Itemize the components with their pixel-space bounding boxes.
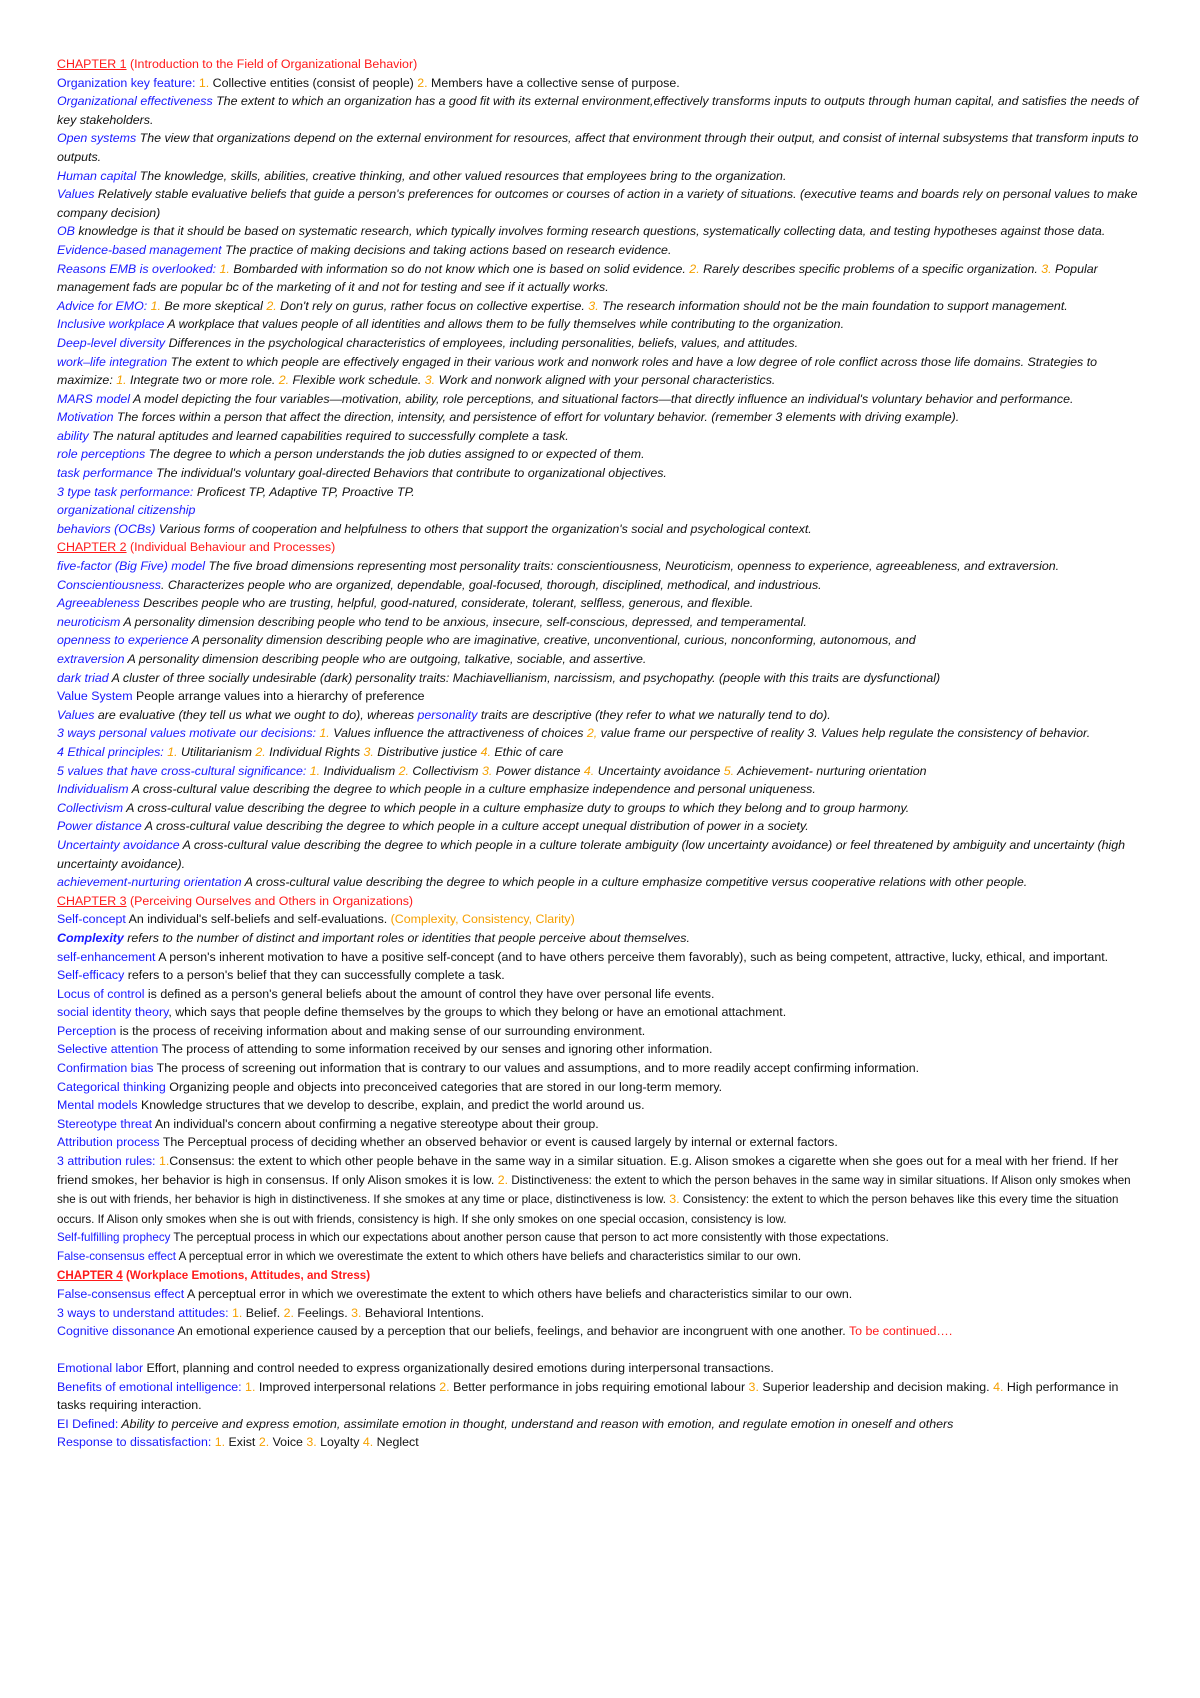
definition: A cross-cultural value describing the degree to which people in a culture emphasize duty to groups to which they belong and to group harmony.	[123, 800, 910, 815]
note-achievement-nurturing	[57, 873, 1145, 892]
note-org-key-feature	[57, 74, 1145, 93]
text: Rarely describes specific problems of a specific organization.	[699, 261, 1042, 276]
definition: The practice of making decisions and taking actions based on research evidence.	[221, 242, 672, 257]
term: MARS model	[57, 391, 130, 406]
term: Organization key feature:	[57, 75, 196, 90]
term: Self-concept	[57, 912, 126, 927]
chapter-subtitle: (Workplace Emotions, Attitudes, and Stress)	[122, 1268, 371, 1282]
note-attribution-process	[57, 1133, 1145, 1152]
definition: A personality dimension describing people who tend to be anxious, insecure, self-conscious, depressed, and temperamental.	[120, 614, 807, 629]
definition: refers to a person's belief that they can successfully complete a task.	[124, 968, 505, 983]
definition: The perceptual process in which our expectations about another person cause that person to act more consistently with those expectations.	[170, 1231, 889, 1245]
text: Collective entities (consist of people)	[209, 75, 418, 90]
number: 1.	[116, 373, 127, 388]
note-false-consensus	[57, 1248, 1145, 1267]
definition: Relatively stable evaluative beliefs that guide a person's preferences for outcomes or courses of action in a variety of situations. (executive teams and boards rely on personal values to make company decision)	[57, 187, 1138, 220]
term: Benefits of emotional intelligence:	[57, 1379, 242, 1394]
note-annotation: (Complexity, Consistency, Clarity)	[390, 912, 575, 927]
spacer	[57, 1341, 1145, 1359]
number: 1.	[195, 75, 210, 90]
term: work–life integration	[57, 354, 168, 369]
number: 2.	[439, 1379, 450, 1394]
number: 1.	[315, 726, 330, 741]
text: Bombarded with information so do not know which one is based on solid evidence.	[229, 261, 690, 276]
definition: The five broad dimensions representing most personality traits: conscientiousness, Neuroticism, openness to experience, agreeableness, and extraversion.	[205, 559, 1060, 574]
note-values	[57, 185, 1145, 222]
definition: People arrange values into a hierarchy of preference	[132, 689, 425, 704]
number: 3.	[306, 1435, 317, 1450]
note-emotional-labor	[57, 1359, 1145, 1378]
definition: A cross-cultural value describing the degree to which people in a culture emphasize competitive versus cooperative relations with other people.	[241, 875, 1028, 890]
text: Members have a collective sense of purpose.	[427, 75, 680, 90]
term: Inclusive workplace	[57, 317, 165, 332]
term: Human capital	[57, 168, 137, 183]
note-mental-models	[57, 1096, 1145, 1115]
number: 2.	[283, 1305, 294, 1320]
definition: , which says that people define themselves by the groups to which they belong or have an emotional attachment.	[168, 1005, 787, 1020]
note-five-factor	[57, 557, 1145, 576]
text: Exist	[225, 1435, 259, 1450]
text: Ethic of care	[490, 744, 564, 759]
note-values-evaluative	[57, 706, 1145, 725]
text: traits are descriptive (they refer to what we naturally tend to do).	[477, 707, 831, 722]
text: Don't rely on gurus, rather focus on collective expertise.	[276, 298, 589, 313]
number: 3.	[351, 1305, 362, 1320]
number: 2.	[278, 373, 290, 388]
note-dark-triad	[57, 669, 1145, 688]
text: Uncertainty avoidance	[594, 763, 724, 778]
note-self-concept	[57, 910, 1145, 929]
to-be-continued: To be continued….	[848, 1324, 953, 1339]
definition: The individual's voluntary goal-directed Behaviors that contribute to organizational objectives.	[152, 466, 667, 481]
term: Organizational effectiveness	[57, 94, 213, 109]
chapter-title: CHAPTER 4	[57, 1268, 123, 1282]
definition: The knowledge, skills, abilities, creative thinking, and other valued resources that employees bring to the organization.	[136, 168, 787, 183]
note-work-life-integration	[57, 353, 1145, 390]
term: Cognitive dissonance	[57, 1324, 175, 1339]
chapter-subtitle: (Introduction to the Field of Organizational Behavior)	[126, 57, 418, 71]
text: Utilitarianism	[177, 744, 256, 759]
note-deep-level-diversity	[57, 334, 1145, 353]
definition: . Characterizes people who are organized, dependable, goal-focused, thorough, disciplined, methodical, and industrious.	[161, 577, 822, 592]
note-selective-attention	[57, 1040, 1145, 1059]
note-response-dissatisfaction	[57, 1433, 1145, 1452]
text: Consistency: the extent to which the person behaves like this every time the situation occurs. If Alison only smokes when she is out with friends, consistency is high. If she only smokes on one special occasion, consistency is low.	[57, 1193, 1119, 1226]
definition: A cluster of three socially undesirable (dark) personality traits: Machiavellianism, narcissism, and psychopathy. (people with this traits are dysfunctional)	[108, 670, 941, 685]
term: Perception	[57, 1023, 117, 1038]
note-task-types	[57, 483, 1145, 502]
number: 5.	[723, 763, 735, 778]
text: Values influence the attractiveness of choices	[329, 726, 587, 741]
definition: Ability to perceive and express emotion, assimilate emotion in thought, understand and reason with emotion, and regulate emotion in oneself and others	[118, 1416, 954, 1431]
note-open-systems	[57, 129, 1145, 166]
definition: A cross-cultural value describing the degree to which people in a culture accept unequal distribution of power in a society.	[141, 819, 809, 834]
term: 4 Ethical principles:	[57, 744, 164, 759]
text: Individual Rights	[265, 744, 364, 759]
definition: is the process of receiving information about and making sense of our surrounding environment.	[116, 1023, 646, 1038]
text: Power distance	[492, 763, 584, 778]
note-attitudes	[57, 1304, 1145, 1323]
text: Distributive justice	[373, 744, 481, 759]
chapter-subtitle: (Perceiving Ourselves and Others in Organizations)	[126, 893, 414, 908]
definition: The extent to which people are effectively engaged in their various work and nonwork roles and have a low degree of role conflict across those life domains. Strategies to maximize:	[57, 354, 1098, 388]
term: Response to dissatisfaction:	[57, 1435, 212, 1450]
text: Loyalty	[316, 1435, 363, 1450]
note-human-capital	[57, 167, 1145, 186]
definition: A model depicting the four variables—motivation, ability, role perceptions, and situational factors—that directly influence an individual's voluntary behavior and performance.	[130, 391, 1074, 406]
definition: The process of attending to some information received by our senses and ignoring other information.	[158, 1042, 713, 1057]
note-complexity	[57, 929, 1145, 948]
note-motivation	[57, 408, 1145, 427]
term: five-factor (Big Five) model	[57, 559, 206, 574]
term: openness to experience	[57, 633, 189, 648]
number: 3.	[588, 298, 599, 313]
note-ob	[57, 222, 1145, 241]
text: Behavioral Intentions.	[361, 1305, 485, 1320]
number: 3.	[481, 763, 493, 778]
note-agreeableness	[57, 594, 1145, 613]
note-value-system	[57, 687, 1145, 706]
number: 2.	[255, 744, 266, 759]
note-self-enhancement	[57, 948, 1145, 967]
definition: The degree to which a person understands the job duties assigned to or expected of them.	[145, 447, 645, 462]
note-ebm	[57, 241, 1145, 260]
term: role perceptions	[57, 447, 146, 462]
number: 4.	[993, 1379, 1004, 1394]
text: Belief.	[242, 1305, 284, 1320]
text: Better performance in jobs requiring emotional labour	[449, 1379, 749, 1394]
note-ocb-term	[57, 501, 1145, 520]
note-conscientiousness	[57, 576, 1145, 595]
text: Feelings.	[293, 1305, 352, 1320]
text: Voice	[269, 1435, 307, 1450]
note-ethical-principles	[57, 743, 1145, 762]
term: ability	[57, 428, 89, 443]
text: value frame our perspective of reality 3. Values help regulate the consistency of behavior.	[597, 726, 1091, 741]
study-notes-document	[57, 55, 1145, 1452]
text: Collectivism	[408, 763, 482, 778]
term: Complexity	[57, 930, 124, 945]
term: Mental models	[57, 1098, 138, 1113]
note-false-consensus-ch4	[57, 1285, 1145, 1304]
term: task performance	[57, 466, 153, 481]
note-individualism	[57, 780, 1145, 799]
number: 3.	[748, 1379, 759, 1394]
note-locus-of-control	[57, 985, 1145, 1004]
note-ei-defined	[57, 1415, 1145, 1434]
term: 3 type task performance:	[57, 484, 194, 499]
number: 1.	[163, 744, 178, 759]
note-categorical-thinking	[57, 1078, 1145, 1097]
term: Stereotype threat	[57, 1116, 153, 1131]
term: 3 ways personal values motivate our decisions:	[57, 726, 316, 741]
definition: An emotional experience caused by a perception that our beliefs, feelings, and behavior are incongruent with one another.	[174, 1324, 849, 1339]
term: organizational citizenship	[57, 503, 196, 518]
text: Consensus: the extent to which other people behave in the same way in a similar situation. E.g. Alison smokes a cigarette when she goes out for a meal with her friend. If her friend smokes, her behavior is high in consensus. If only Alison smokes it is low.	[57, 1154, 1119, 1187]
term: Self-fulfilling prophecy	[57, 1231, 171, 1245]
term: Self-efficacy	[57, 968, 125, 983]
text: Distinctiveness: the extent to which the person behaves in the same way in similar situations. If Alison only smokes when she is out with friends, her behavior is high in distinctiveness. If she smokes at any time or place, distinctiveness is low.	[57, 1173, 1131, 1207]
note-org-effectiveness	[57, 92, 1145, 129]
term: Confirmation bias	[57, 1061, 154, 1076]
number: 1.	[147, 298, 161, 313]
note-task-performance	[57, 464, 1145, 483]
number: 3.	[424, 373, 436, 388]
term: False-consensus effect	[57, 1287, 185, 1302]
chapter-subtitle: (Individual Behaviour and Processes)	[126, 540, 336, 555]
definition: Organizing people and objects into preconceived categories that are stored in our long-term memory.	[165, 1079, 723, 1094]
term: Motivation	[57, 410, 114, 425]
note-confirmation-bias	[57, 1059, 1145, 1078]
number: 1.	[241, 1379, 256, 1394]
text: High performance in tasks requiring interaction.	[57, 1379, 1119, 1413]
number: 2.	[417, 75, 428, 90]
term: extraversion	[57, 652, 125, 666]
number: 4.	[362, 1435, 374, 1450]
definition: The forces within a person that affect the direction, intensity, and persistence of effort for voluntary behavior. (remember 3 elements with driving example).	[113, 410, 960, 425]
note-attribution-rules	[57, 1152, 1145, 1229]
chapter-1-heading	[57, 55, 1145, 74]
term: 5 values that have cross-cultural significance:	[57, 763, 307, 778]
number: 3.	[669, 1192, 680, 1207]
note-ei-benefits	[57, 1378, 1145, 1415]
definition: The view that organizations depend on the external environment for resources, affect that environment through their output, and consist of internal subsystems that transform inputs to outputs.	[57, 131, 1139, 164]
term: Deep-level diversity	[57, 335, 166, 350]
term: dark triad	[57, 670, 109, 685]
number: 2.	[398, 763, 409, 778]
number: 1.	[228, 1305, 243, 1320]
chapter-title: CHAPTER 1	[57, 57, 127, 71]
note-cross-cultural-values	[57, 762, 1145, 781]
term: Individualism	[57, 782, 129, 797]
definition: The Perceptual process of deciding whether an observed behavior or event is caused largely by internal or external factors.	[159, 1135, 838, 1150]
definition: The extent to which an organization has a good fit with its external environment,effectively transforms inputs to outputs through human capital, and satisfies the needs of key stakeholders.	[57, 94, 1139, 127]
text: Superior leadership and decision making.	[758, 1379, 994, 1394]
number: 1.	[306, 763, 321, 778]
definition: The natural aptitudes and learned capabilities required to successfully complete a task.	[88, 428, 569, 443]
term: Agreeableness	[57, 596, 140, 611]
note-power-distance	[57, 817, 1145, 836]
note-openness	[57, 631, 1145, 650]
term: Emotional labor	[57, 1360, 144, 1375]
number: 1.	[155, 1154, 170, 1169]
note-uncertainty-avoidance	[57, 836, 1145, 873]
text: are evaluative (they tell us what we ought to do), whereas	[94, 707, 418, 722]
term: personality	[417, 707, 478, 722]
term: self-enhancement	[57, 949, 156, 964]
definition: Knowledge structures that we develop to describe, explain, and predict the world around us.	[137, 1098, 645, 1113]
text: The research information should not be the main foundation to support management.	[598, 298, 1068, 313]
text: Improved interpersonal relations	[255, 1379, 440, 1394]
definition: A person's inherent motivation to have a positive self-concept (and to have others perceive them favorably), such as being competent, attractive, lucky, ethical, and important.	[155, 949, 1109, 964]
definition: The process of screening out information that is contrary to our values and assumptions, and to more readily accept confirming information.	[153, 1061, 920, 1076]
number: 4.	[480, 744, 491, 759]
definition: Differences in the psychological characteristics of employees, including personalities, beliefs, values, and attitudes.	[165, 335, 799, 350]
term: neuroticism	[57, 614, 121, 629]
term: social identity theory	[57, 1005, 169, 1020]
definition: A cross-cultural value describing the degree to which people in a culture tolerate ambiguity (low uncertainty avoidance) or feel threatened by ambiguity and uncertainty (high uncertainty avoidance).	[57, 837, 1126, 871]
text: Work and nonwork aligned with your personal characteristics.	[435, 373, 776, 388]
term: Advice for EMO:	[57, 298, 148, 313]
term: Conscientiousness	[57, 577, 162, 592]
definition: Proficest TP, Adaptive TP, Proactive TP.	[193, 484, 415, 499]
note-perception	[57, 1022, 1145, 1041]
text: Flexible work schedule.	[289, 373, 425, 388]
number: 2.	[497, 1172, 509, 1187]
text: Integrate two or more role.	[126, 373, 279, 388]
number: 1.	[211, 1435, 226, 1450]
definition: knowledge is that it should be based on systematic research, which typically involves forming research questions, systematically collecting data, and testing hypotheses against those data.	[74, 224, 1106, 239]
term: Evidence-based management	[57, 242, 222, 257]
number: 2.	[689, 261, 700, 276]
definition: A workplace that values people of all identities and allows them to be fully themselves while contributing to the organization.	[164, 317, 845, 332]
note-stereotype-threat	[57, 1115, 1145, 1134]
note-ocb	[57, 520, 1145, 539]
term: Power distance	[57, 819, 142, 834]
note-collectivism	[57, 799, 1145, 818]
note-mars-model	[57, 390, 1145, 409]
term: Categorical thinking	[57, 1079, 166, 1094]
term: Value System	[57, 689, 133, 704]
text: Neglect	[373, 1435, 419, 1450]
term: Locus of control	[57, 986, 145, 1001]
note-self-fulfilling-prophecy	[57, 1229, 1145, 1248]
term: Collectivism	[57, 800, 124, 815]
number: 3.	[363, 744, 374, 759]
definition: is defined as a person's general beliefs about the amount of control they have over personal life events.	[144, 986, 715, 1001]
definition: refers to the number of distinct and important roles or identities that people perceive about themselves.	[123, 930, 690, 945]
note-cognitive-dissonance	[57, 1322, 1145, 1341]
chapter-4-heading	[57, 1267, 1145, 1286]
term: Values	[57, 707, 95, 722]
term: False-consensus effect	[57, 1250, 177, 1263]
chapter-2-heading	[57, 538, 1145, 557]
text: Be more skeptical	[160, 298, 267, 313]
definition: Describes people who are trusting, helpful, good-natured, considerate, tolerant, selfless, generous, and flexible.	[139, 596, 754, 611]
term: Uncertainty avoidance	[57, 837, 180, 852]
term: Reasons EMB is overlooked:	[57, 261, 217, 276]
definition: A perceptual error in which we overestimate the extent to which others have beliefs and characteristics similar to our own.	[184, 1287, 853, 1302]
number: 2.	[258, 1435, 270, 1450]
term: Values	[57, 187, 95, 202]
number: 1.	[216, 261, 230, 276]
term: behaviors (OCBs)	[57, 521, 156, 536]
note-role-perceptions	[57, 445, 1145, 464]
text: Achievement- nurturing orientation	[734, 763, 927, 778]
number: 4.	[583, 763, 595, 778]
note-social-identity	[57, 1003, 1145, 1022]
definition: A cross-cultural value describing the degree to which people in a culture emphasize independence and personal uniqueness.	[128, 782, 816, 797]
note-extraversion	[57, 650, 1145, 669]
text: Popular management fads are popular bc of the marketing of it and not for testing and see if it actually works.	[57, 261, 1098, 295]
chapter-3-heading	[57, 892, 1145, 911]
term: OB	[57, 224, 75, 239]
term: Selective attention	[57, 1042, 159, 1057]
definition: Various forms of cooperation and helpfulness to others that support the organization's social and psychological context.	[155, 521, 812, 536]
note-personal-values	[57, 724, 1145, 743]
definition: An individual's concern about confirming a negative stereotype about their group.	[152, 1116, 599, 1131]
note-ebm-advice	[57, 297, 1145, 316]
note-ebm-overlooked	[57, 260, 1145, 297]
definition: A personality dimension describing people who are outgoing, talkative, sociable, and assertive.	[124, 652, 647, 666]
note-neuroticism	[57, 613, 1145, 632]
definition: A personality dimension describing people who are imaginative, creative, unconventional, curious, nonconforming, autonomous, and	[188, 633, 916, 648]
note-inclusive-workplace	[57, 315, 1145, 334]
note-ability	[57, 427, 1145, 446]
number: 2,	[586, 726, 598, 741]
term: Attribution process	[57, 1135, 160, 1150]
definition: An individual's self-beliefs and self-evaluations.	[125, 912, 391, 927]
definition: A perceptual error in which we overestimate the extent to which others have beliefs and characteristics similar to our own.	[176, 1250, 802, 1263]
chapter-title: CHAPTER 2	[57, 540, 127, 555]
term: 3 attribution rules:	[57, 1154, 156, 1169]
definition: Effort, planning and control needed to express organizationally desired emotions during interpersonal transactions.	[143, 1360, 774, 1375]
term: EI Defined:	[57, 1416, 119, 1431]
term: 3 ways to understand attitudes:	[57, 1305, 229, 1320]
text: Individualism	[320, 763, 399, 778]
number: 2.	[266, 298, 277, 313]
term: Open systems	[57, 131, 137, 146]
term: achievement-nurturing orientation	[57, 875, 242, 890]
chapter-title: CHAPTER 3	[57, 893, 127, 908]
note-self-efficacy	[57, 966, 1145, 985]
number: 3.	[1041, 261, 1052, 276]
